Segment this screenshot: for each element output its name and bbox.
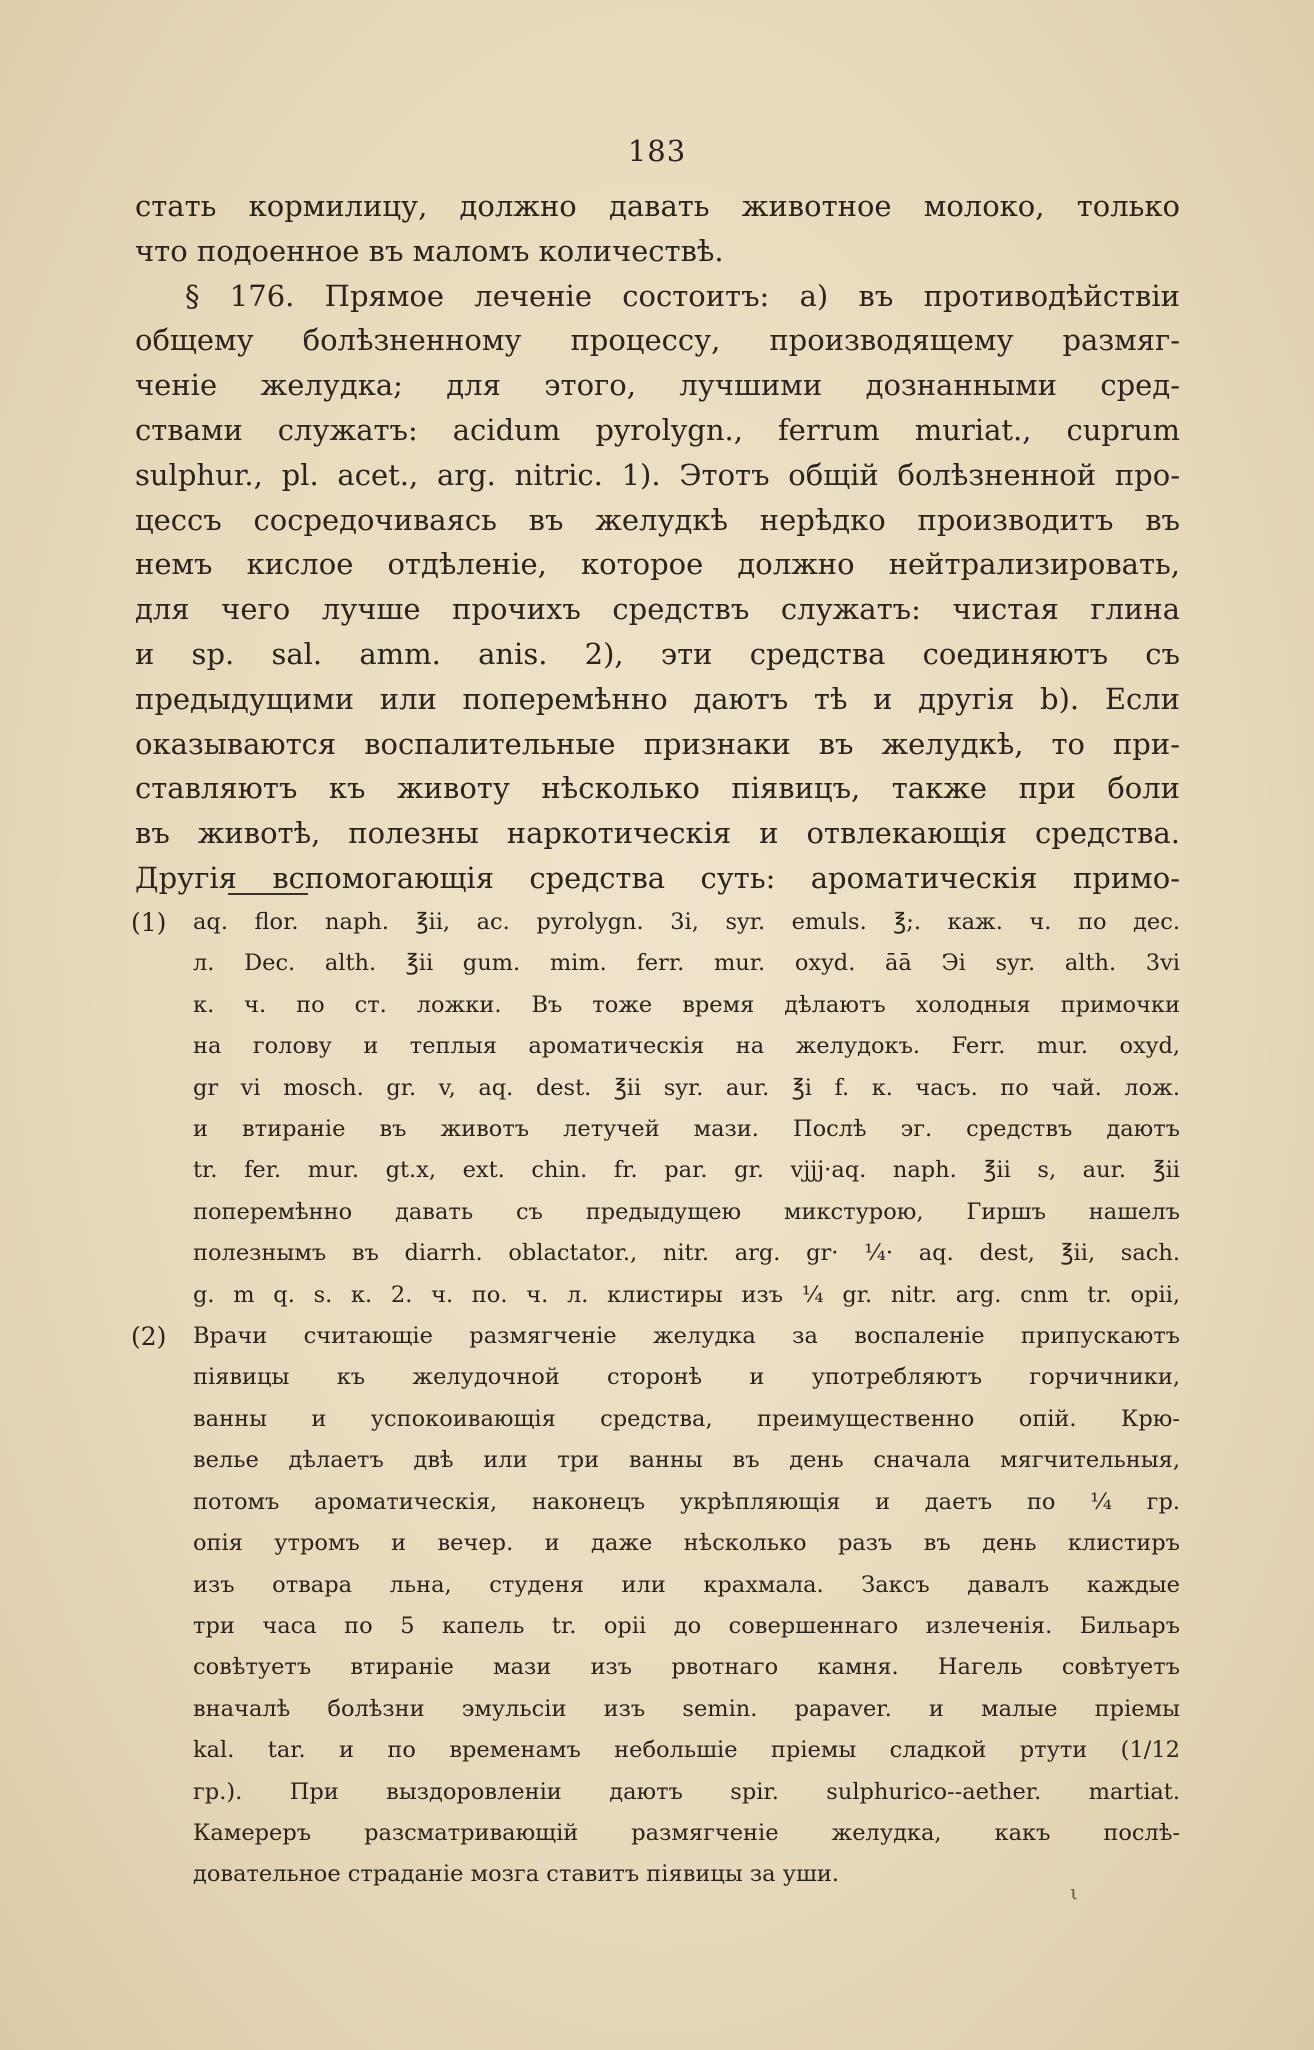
- text-line: ставляютъ къ животу нѣсколько піявицъ, также при боли: [135, 771, 1180, 806]
- text-line: въ животѣ, полезны наркотическія и отвлекающія средства.: [135, 816, 1180, 851]
- footnote-1: [131, 902, 1180, 1316]
- footnote-marker: (1): [131, 908, 167, 937]
- footnote-line: полезнымъ въ diarrh. oblactator., nitr. arg. gr· ¼· aq. dest, ℥ii, sach.: [193, 1240, 1180, 1267]
- footnote-line: Камереръ разсматривающій размягченіе желудка, какъ послѣ-: [193, 1819, 1180, 1846]
- text-line: § 176. Прямое леченіе состоитъ: а) въ противодѣйствіи: [185, 278, 1180, 313]
- text-line: для чего лучше прочихъ средствъ служатъ: чистая глина: [135, 592, 1180, 627]
- footnote-line: л. Dec. alth. ℥ii gum. mim. ferr. mur. oxyd. āā Эi syr. alth. 3vi: [193, 950, 1180, 977]
- footnote-line: на голову и теплыя ароматическія на желудокъ. Ferr. mur. oxyd,: [193, 1033, 1180, 1060]
- footnote-line: гр.). При выздоровленіи даютъ spir. sulphurico--aether. martiat.: [193, 1778, 1180, 1805]
- text-line: sulphur., pl. acet., arg. nitric. 1). Этотъ общій болѣзненной про-: [135, 457, 1180, 492]
- footnote-line: піявицы къ желудочной сторонѣ и употребляютъ горчичники,: [193, 1364, 1180, 1391]
- text-line: Другія вспомогающія средства суть: ароматическія примо-: [135, 860, 1180, 895]
- text-line: цессъ сосредочиваясь въ желудкѣ нерѣдко производитъ въ: [135, 502, 1180, 537]
- text-line: что подоенное въ маломъ количествѣ.: [135, 233, 724, 268]
- footnote-line: велье дѣлаетъ двѣ или три ванны въ день сначала мягчительныя,: [193, 1447, 1180, 1474]
- page-number: 183: [627, 134, 687, 168]
- footnote-2: [131, 1316, 1180, 1896]
- footnote-divider: [228, 893, 308, 895]
- margin-mark: ι: [1070, 1880, 1078, 1904]
- footnotes: [131, 902, 1180, 1896]
- footnote-line: изъ отвара льна, студеня или крахмала. Заксъ давалъ каждые: [193, 1571, 1180, 1598]
- footnote-marker: (2): [131, 1322, 167, 1352]
- footnote-line: опія утромъ и вечер. и даже нѣсколько разъ въ день клистиръ: [193, 1530, 1180, 1557]
- footnote-line: совѣтуетъ втираніе мази изъ рвотнаго камня. Нагель совѣтуетъ: [193, 1654, 1180, 1681]
- footnote-line: три часа по 5 капель tr. opii до совершеннаго излеченія. Бильаръ: [193, 1612, 1180, 1639]
- footnote-line: вначалѣ болѣзни эмульсіи изъ semin. papaver. и малые пріемы: [193, 1695, 1180, 1722]
- text-line: стать кормилицу, должно давать животное молоко, только: [135, 189, 1180, 223]
- footnote-line: и втираніе въ животъ летучей мази. Послѣ эг. средствъ даютъ: [193, 1116, 1180, 1143]
- text-line: немъ кислое отдѣленіе, которое должно нейтрализировать,: [135, 547, 1180, 582]
- text-line: ченіе желудка; для этого, лучшими дознанными сред-: [135, 368, 1180, 403]
- footnote-line: kal. tar. и по временамъ небольшіе пріемы сладкой ртути (1/12: [193, 1737, 1180, 1764]
- footnote-line: tr. fer. mur. gt.x, ext. chin. fr. par. gr. vjjj·aq. naph. ℥ii s, aur. ℥ii: [193, 1157, 1180, 1184]
- text-line: предыдущими или поперемѣнно даютъ тѣ и другія b). Если: [135, 681, 1180, 716]
- footnote-line: поперемѣнно давать съ предыдущею микстурою, Гиршъ нашелъ: [193, 1198, 1180, 1225]
- main-text: [135, 184, 1180, 901]
- footnote-line: довательное страданіе мозга ставитъ піявицы за уши.: [193, 1861, 840, 1888]
- footnote-line: aq. flor. naph. ℥ii, ac. pyrolygn. 3i, syr. emuls. ℥;. каж. ч. по дес.: [193, 909, 1180, 935]
- text-line: оказываются воспалительные признаки въ желудкѣ, то при-: [135, 726, 1180, 761]
- footnote-line: к. ч. по ст. ложки. Въ тоже время дѣлаютъ холодныя примочки: [193, 991, 1180, 1018]
- footnote-line: ванны и успокоивающія средства, преимущественно опій. Крю-: [193, 1405, 1180, 1432]
- text-line: и sp. sal. amm. anis. 2), эти средства соединяютъ съ: [135, 636, 1180, 671]
- footnote-line: Врачи считающіе размягченіе желудка за воспаленіе припускаютъ: [193, 1323, 1180, 1350]
- footnote-line: g. m q. s. к. 2. ч. по. ч. л. клистиры изъ ¼ gr. nitr. arg. cnm tr. opii,: [193, 1281, 1180, 1308]
- text-line: ствами служатъ: acidum pyrolygn., ferrum muriat., cuprum: [135, 412, 1180, 447]
- footnote-line: gr vi mosch. gr. v, aq. dest. ℥ii syr. aur. ℥i f. к. часъ. по чай. лож.: [193, 1074, 1180, 1101]
- footnote-line: потомъ ароматическія, наконецъ укрѣпляющія и даетъ по ¼ гр.: [193, 1488, 1180, 1515]
- text-line: общему болѣзненному процессу, производящему размяг-: [135, 323, 1180, 358]
